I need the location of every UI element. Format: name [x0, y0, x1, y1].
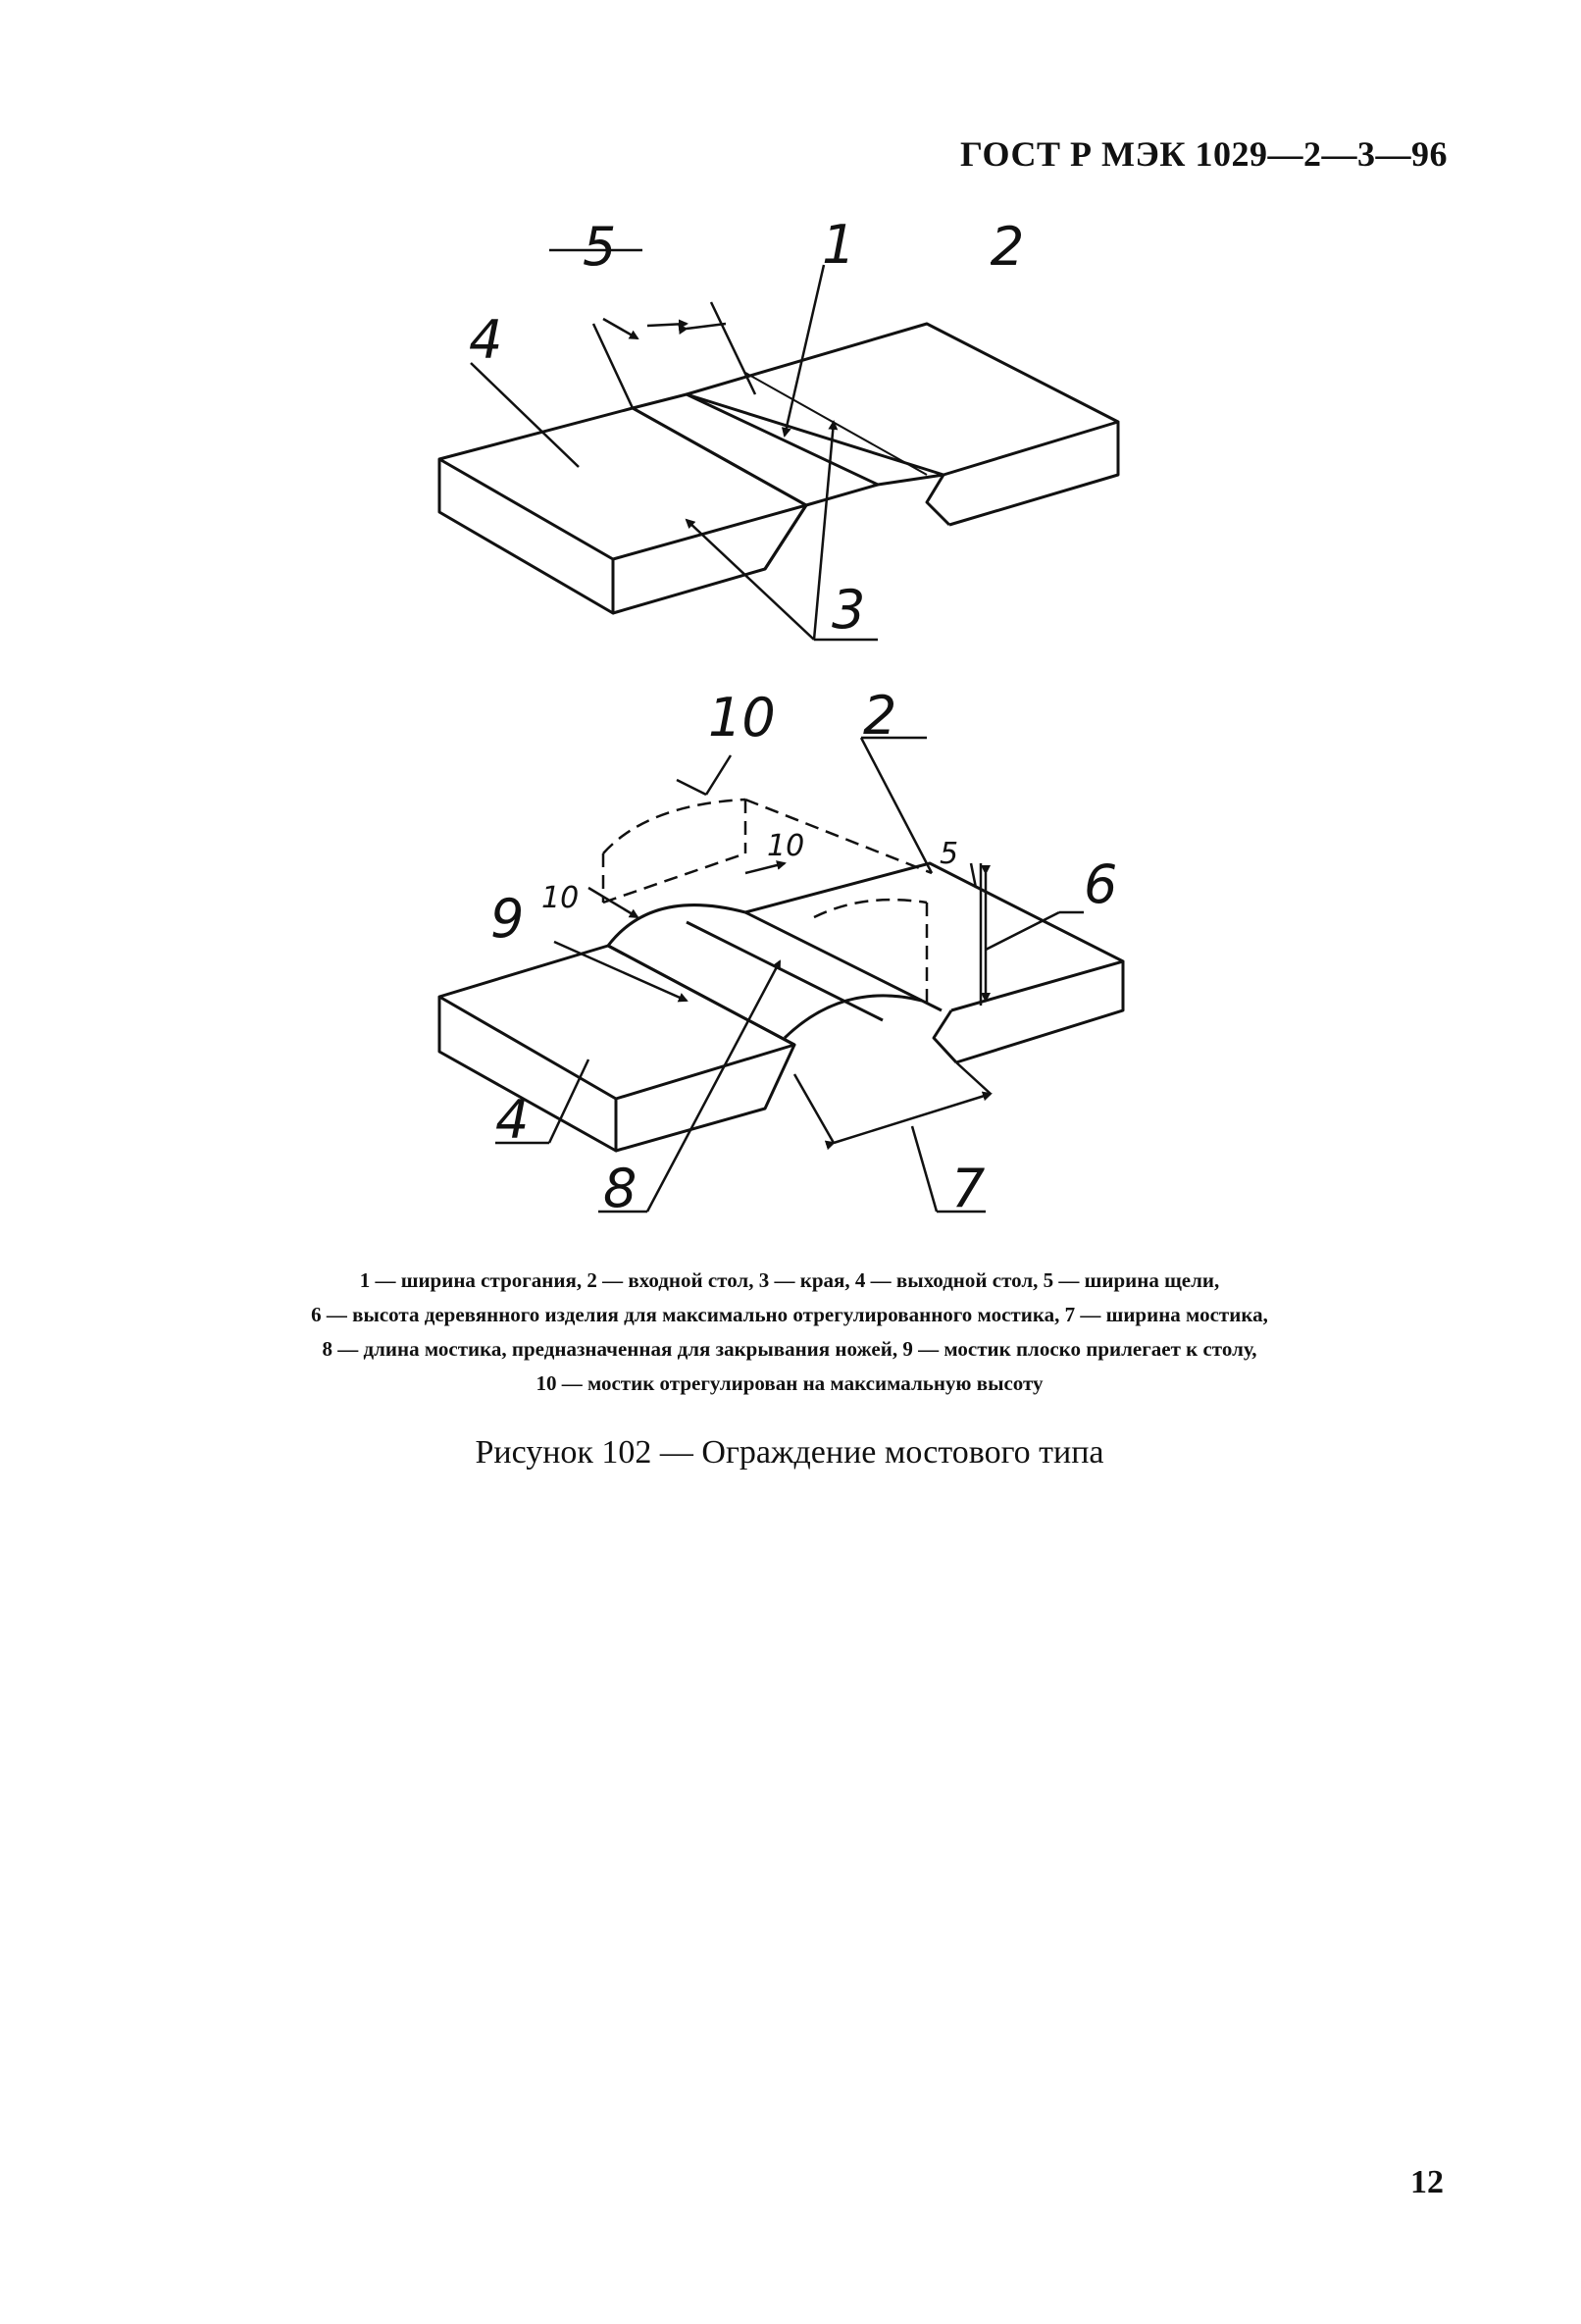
top-label-5: 5 [583, 216, 617, 278]
document-header: ГОСТ Р МЭК 1029—2—3—96 [960, 134, 1448, 174]
top-label-4: 4 [469, 309, 503, 371]
outfeed-table-top [439, 408, 806, 559]
bottom-label-8: 8 [603, 1158, 638, 1219]
bottom-label-7: 7 [951, 1158, 986, 1219]
top-label-1: 1 [822, 214, 856, 276]
outfeed-table-front [439, 459, 613, 613]
figure-caption: Рисунок 102 — Ограждение мостового типа [475, 1434, 1104, 1471]
bottom-label-2: 2 [863, 685, 897, 747]
page-number: 12 [1410, 2164, 1444, 2200]
bottom-label-4: 4 [495, 1089, 530, 1151]
top-label-3: 3 [832, 579, 866, 641]
bottom-label-10-right: 10 [767, 829, 805, 863]
infeed-table-top [687, 324, 1118, 475]
legend-line-4: 10 — мостик отрегулирован на максимальную высоту [536, 1371, 1044, 1395]
bottom-label-9: 9 [490, 888, 525, 950]
legend-line-1: 1 — ширина строгания, 2 — входной стол, 3 — края, 4 — выходной стол, 5 — ширина щели, [359, 1268, 1220, 1292]
legend-line-3: 8 — длина мостика, предназначенная для закрывания ножей, 9 — мостик плоско прилегает к столу, [322, 1337, 1257, 1361]
bottom-label-10-left: 10 [541, 881, 580, 915]
bottom-label-10-top: 10 [708, 687, 776, 749]
top-label-2: 2 [991, 216, 1025, 278]
bottom-label-6: 6 [1084, 853, 1118, 915]
bottom-label-5: 5 [940, 837, 959, 871]
legend-line-2: 6 — высота деревянного изделия для максимально отрегулированного мостика, 7 — ширина мостика, [311, 1303, 1268, 1326]
figure-legend [147, 1264, 1432, 1401]
top-leaders [471, 250, 1010, 640]
top-isometric-drawing [439, 324, 1118, 613]
